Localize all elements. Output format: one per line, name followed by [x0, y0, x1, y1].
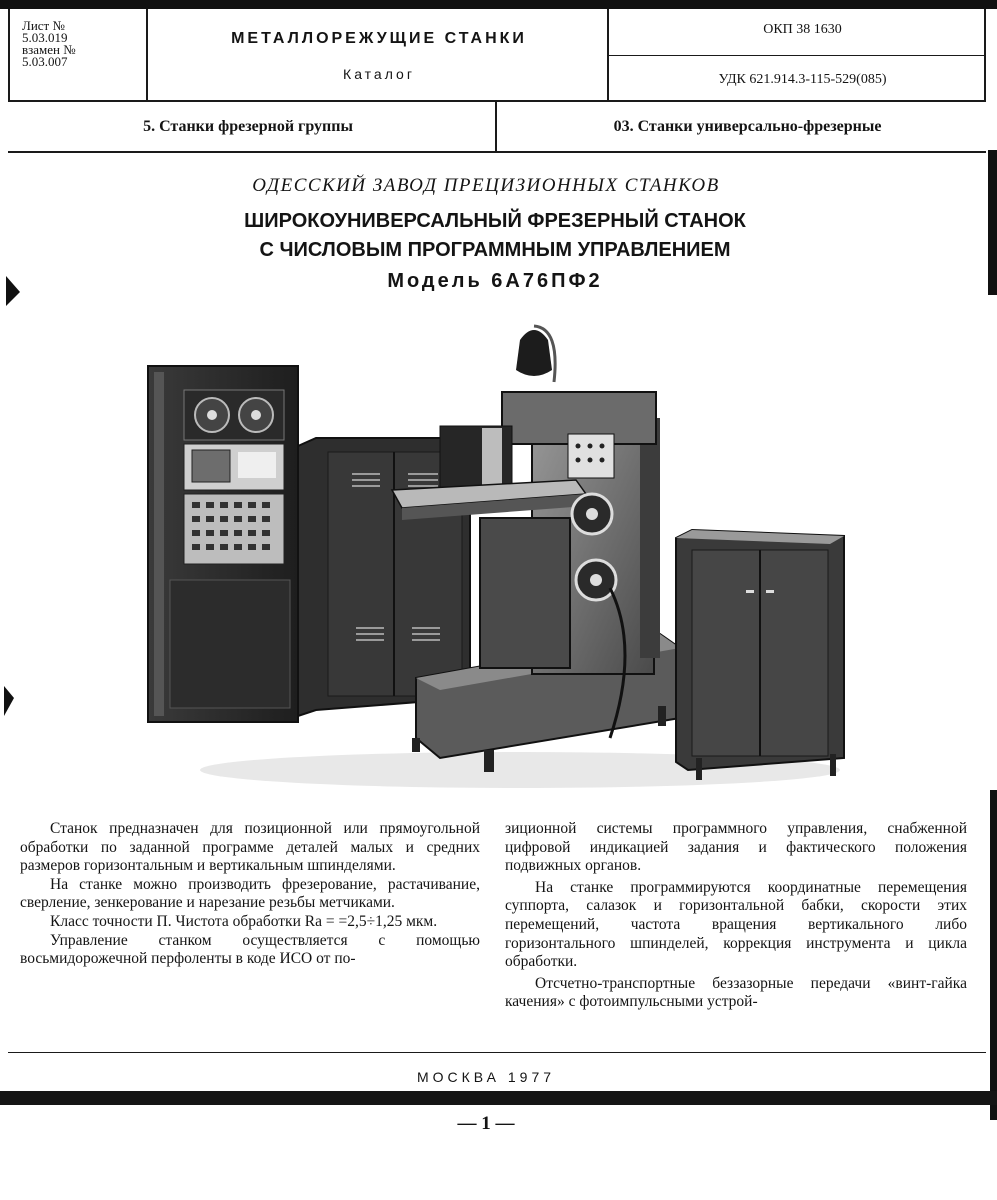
- catalog-subtitle: Каталог: [343, 66, 415, 82]
- header-divider-1: [146, 9, 148, 101]
- scan-edge-mark-upper: [0, 272, 24, 316]
- control-cabinet: [148, 366, 298, 722]
- bottom-border-bar: [0, 1091, 997, 1105]
- sheet-number-block: [22, 20, 76, 68]
- scan-edge-right-upper: [988, 150, 997, 295]
- machine-subgroup-label: 03. Станки универсально-фрезерные: [613, 118, 882, 135]
- machine-photo: [140, 318, 850, 800]
- right-cabinet: [676, 530, 844, 780]
- group-bottom-rule: [8, 151, 986, 153]
- paragraph-accuracy: Класс точности П. Чистота обработки Ra = =2,5÷1,25 мкм.: [50, 912, 438, 930]
- paragraph-transmissions: Отсчетно-транспортные беззазорные передачи «винт-гайка качения» с фотоимпульсными устрой-: [505, 974, 967, 1011]
- machine-group-label: 5. Станки фрезерной группы: [143, 118, 353, 135]
- sheet-label: Лист №: [22, 18, 65, 33]
- paragraph-control-cont: зиционной системы программного управления, снабженной цифровой индикацией задания и фактического положения подвижных органов.: [505, 820, 967, 875]
- replaces-label: взамен №: [22, 42, 76, 57]
- description-column-left: [20, 820, 480, 969]
- top-border-bar: [0, 0, 997, 9]
- okp-code: ОКП 38 1630: [763, 22, 842, 37]
- header-bottom-rule: [8, 100, 986, 102]
- paragraph-control: Управление станком осуществляется с помощью восьмидорожечной перфоленты в коде ИСО от по-: [20, 931, 480, 968]
- product-title-line-1: ШИРОКОУНИВЕРСАЛЬНЫЙ ФРЕЗЕРНЫЙ СТАНОК: [244, 210, 746, 232]
- udk-code: УДК 621.914.3-115-529(085): [718, 72, 887, 87]
- model-designation: Модель 6А76ПФ2: [387, 270, 603, 292]
- paragraph-purpose: Станок предназначен для позиционной или прямоугольной обработки по заданной программе деталей малых и средних размеров горизонтальным и вертикальным шпинделями.: [20, 820, 480, 875]
- scan-edge-right-lower: [990, 790, 997, 1120]
- header-left-border: [8, 9, 10, 101]
- paragraph-programming: На станке программируются координатные перемещения суппорта, салазок и горизонтальной бабки, скорости этих перемещений, частота вращения вертикального либо горизонтального шпинделей, коррекция инструмента и цикла обработки.: [505, 878, 967, 971]
- product-title-line-2: С ЧИСЛОВЫМ ПРОГРАММНЫМ УПРАВЛЕНИЕМ: [259, 239, 731, 261]
- replaces-number: 5.03.007: [22, 54, 68, 69]
- page-number: — 1 —: [457, 1113, 515, 1134]
- footer-top-rule: [8, 1052, 986, 1053]
- okp-udk-divider: [609, 55, 985, 56]
- catalog-title: МЕТАЛЛОРЕЖУЩИЕ СТАНКИ: [231, 30, 527, 47]
- scan-edge-mark-lower: [0, 680, 20, 724]
- sheet-number: 5.03.019: [22, 30, 68, 45]
- publication-place-year: МОСКВА 1977: [416, 1069, 556, 1085]
- paragraph-operations: На станке можно производить фрезерование, растачивание, сверление, зенкерование и нарезание резьбы метчиками.: [20, 875, 480, 912]
- description-column-right: [505, 820, 967, 1012]
- manufacturer-name: ОДЕССКИЙ ЗАВОД ПРЕЦИЗИОННЫХ СТАНКОВ: [252, 175, 720, 196]
